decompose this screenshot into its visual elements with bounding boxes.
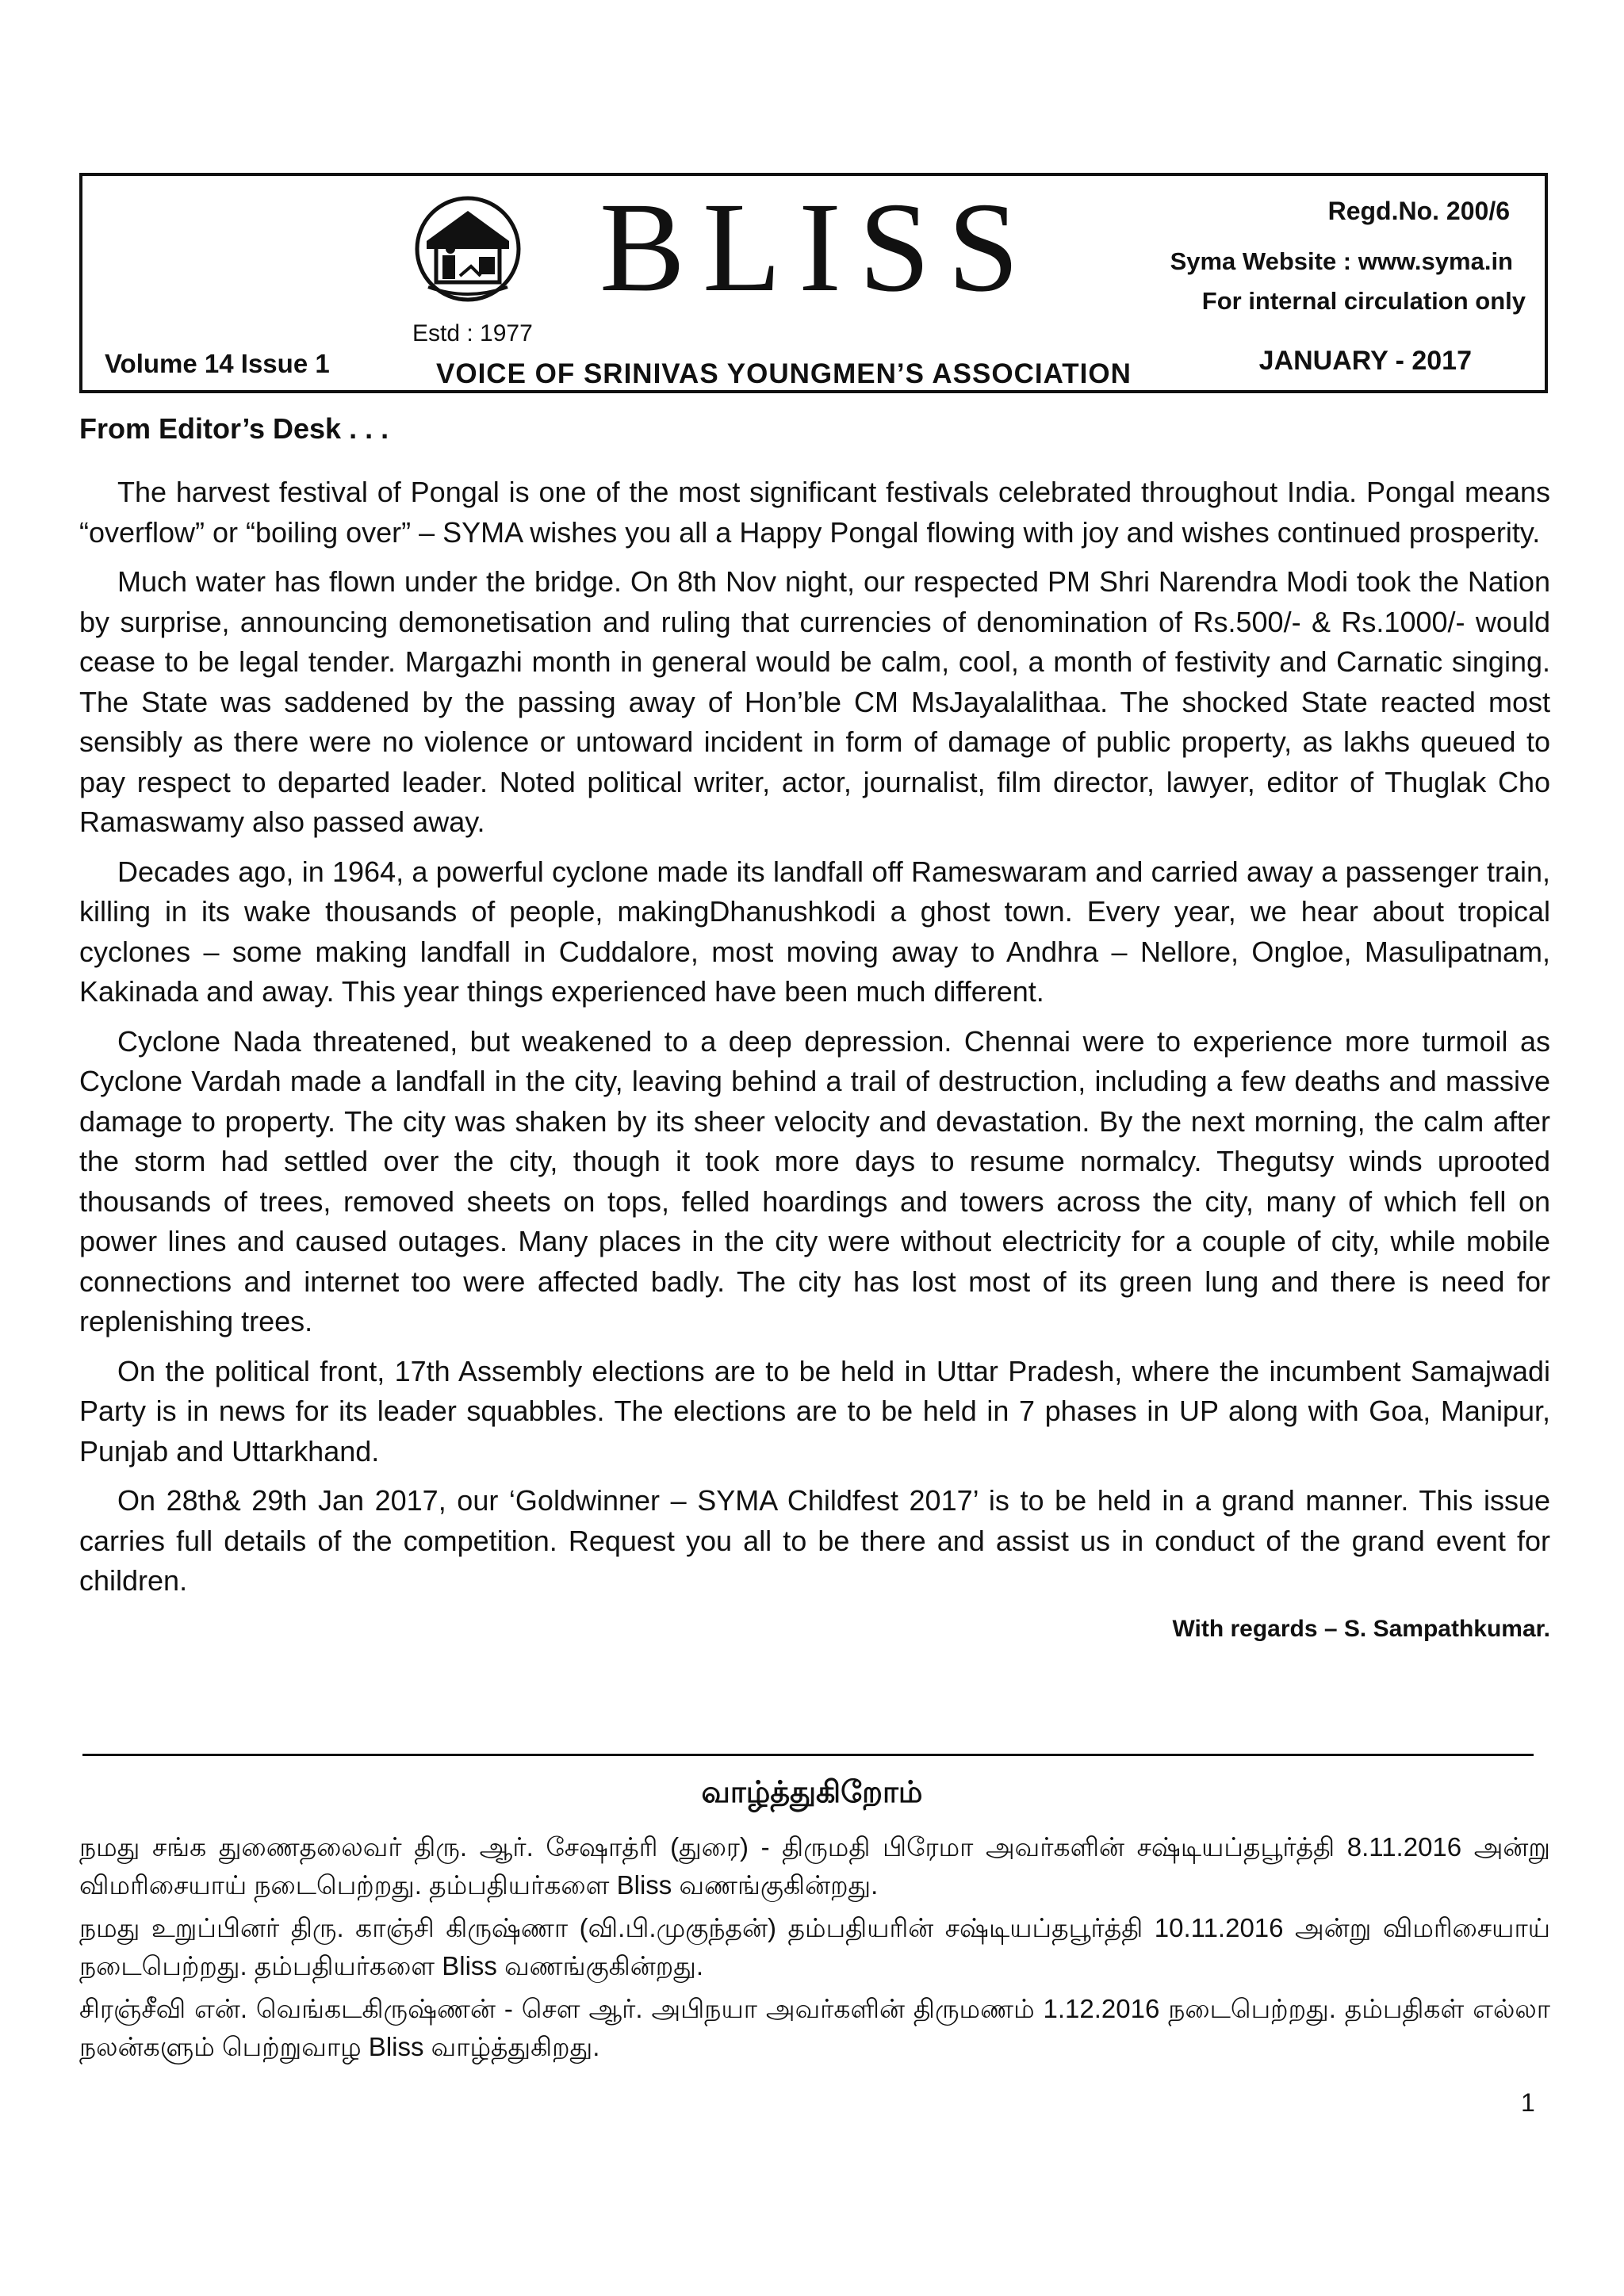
editorial-body (79, 473, 1550, 1643)
masthead (79, 173, 1548, 393)
page-number: 1 (1521, 2088, 1535, 2117)
paragraph: On 28th& 29th Jan 2017, our ‘Goldwinner – SYMA Childfest 2017’ is to be held in a grand manner. This issue carries full details of the competition. Request you all to be there and assist us in conduct of the grand event for children. (79, 1484, 1550, 1597)
section-divider (82, 1754, 1534, 1756)
greetings-list (79, 1828, 1550, 2071)
website-text: Syma Website : www.syma.in (1170, 247, 1513, 275)
greetings-heading: வாழ்த்துகிறோம் (701, 1776, 923, 1809)
association-emblem-icon (412, 193, 523, 304)
established-year: Estd : 1977 (412, 320, 533, 346)
greeting-item: நமது சங்க துணைதலைவர் திரு. ஆர். சேஷாத்ரி (துரை) - திருமதி பிரேமா அவர்களின் சஷ்டியப்தபூர்த்தி 8.11.2016 அன்று விமரிசையாய் நடைபெற்றது. தம்பதியர்களை Bliss வணங்குகின்றது. (79, 1832, 1550, 1900)
greeting-item: சிரஞ்சீவி என். வெங்கடகிருஷ்ணன் - சௌ ஆர். அபிநயா அவர்களின் திருமணம் 1.12.2016 நடைபெற்றது. தம்பதிகள் எல்லா நலன்களும் பெற்றுவாழ Bliss வாழ்த்துகிறது. (79, 1994, 1550, 2061)
paragraph: On the political front, 17th Assembly elections are to be held in Uttar Pradesh, where the incumbent Samajwadi Party is in news for its leader squabbles. The elections are to be held in 7 phases in UP along with Goa, Manipur, Punjab and Uttarkhand. (79, 1354, 1550, 1468)
paragraph: Cyclone Nada threatened, but weakened to a deep depression. Chennai were to experience more turmoil as Cyclone Vardah made a landfall in the city, leaving behind a trail of destruction, including a few deaths and massive damage to property. The city was shaken by its sheer velocity and devastation. By the next morning, the calm after the storm had settled over the city, though it took more days to resume normalcy. Thegutsy winds uprooted thousands of trees, removed sheets on tops, felled hoardings and towers across the city, many of which fell on power lines and caused outages. Many places in the city were without electricity for a couple of city, while mobile connections and internet too were affected badly. The city has lost most of its green lung and there is need for replenishing trees. (79, 1024, 1550, 1337)
paragraph: Much water has flown under the bridge. On 8th Nov night, our respected PM Shri Narendra Modi took the Nation by surprise, announcing demonetisation and ruling that currencies of denomination of Rs.500/- & Rs.1000/- would cease to be legal tender. Margazhi month in general would be calm, cool, a month of festivity and Carnatic singing. The State was saddened by the passing away of Hon’ble CM MsJayalalithaa. The shocked State reacted most sensibly as there were no violence or untoward incident in form of damage of public property, as lakhs queued to pay respect to departed leader. Noted political writer, actor, journalist, film director, lawyer, editor of Thuglak Cho Ramaswamy also passed away. (79, 565, 1550, 838)
greeting-item: நமது உறுப்பினர் திரு. காஞ்சி கிருஷ்ணா (வி.பி.முகுந்தன்) தம்பதியரின் சஷ்டியப்தபூர்த்தி 10.11.2016 அன்று விமரிசையாய் நடைபெற்றது. தம்பதியர்களை Bliss வணங்குகின்றது. (79, 1913, 1550, 1980)
newsletter-title: BLISS (599, 177, 1037, 319)
newsletter-subtitle: VOICE OF SRINIVAS YOUNGMEN’S ASSOCIATION (436, 358, 1132, 389)
editor-signature: With regards – S. Sampathkumar. (1172, 1615, 1550, 1642)
circulation-note: For internal circulation only (1201, 287, 1526, 315)
registration-number: Regd.No. 200/6 (1327, 197, 1510, 225)
paragraph: Decades ago, in 1964, a powerful cyclone made its landfall off Rameswaram and carried away a passenger train, killing in its wake thousands of people, makingDhanushkodi a ghost town. Every year, we hear about tropical cyclones – some making landfall in Cuddalore, most moving away to Andhra – Nellore, Ongloe, Masulipatnam, Kakinada and away. This year things experienced have been much different. (79, 855, 1550, 1008)
paragraph: The harvest festival of Pongal is one of the most significant festivals celebrated throughout India. Pongal means “overflow” or “boiling over” – SYMA wishes you all a Happy Pongal flowing with joy and wishes continued prosperity. (79, 476, 1550, 549)
editorial-heading: From Editor’s Desk . . . (79, 412, 389, 445)
volume-issue: Volume 14 Issue 1 (105, 349, 330, 378)
issue-date: JANUARY - 2017 (1258, 346, 1472, 376)
